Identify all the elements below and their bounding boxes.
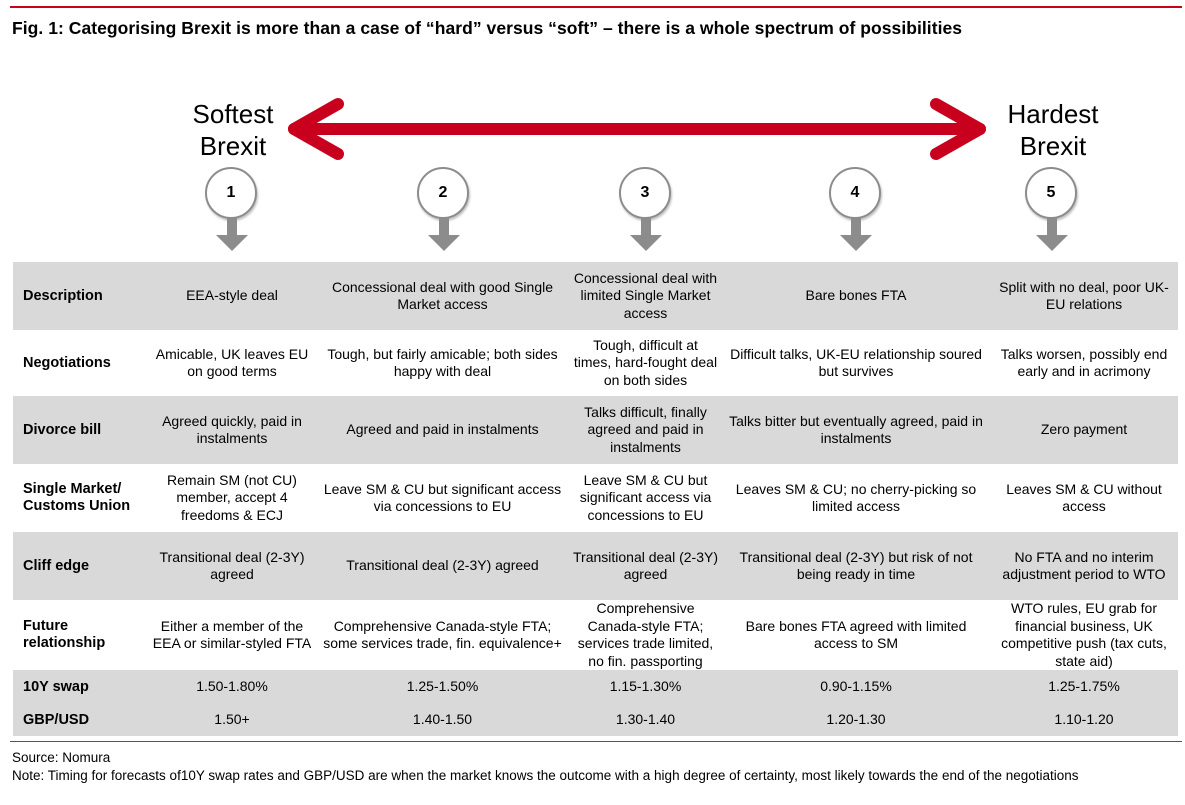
table-cell: Comprehensive Canada-style FTA; some services trade, fin. equivalence+ (316, 600, 569, 670)
table-cell: 1.20-1.30 (722, 704, 990, 736)
scenario-number: 1 (205, 167, 257, 219)
table-cell: Tough, difficult at times, hard-fought deal on both sides (569, 330, 722, 396)
table-cell: Leave SM & CU but significant access via concessions to EU (569, 464, 722, 532)
footnote: Note: Timing for forecasts of10Y swap rates and GBP/USD are when the market knows the outcome with a high degree of certainty, most likely towards the end of the negotiations (12, 768, 1079, 783)
table-row-10y-swap (13, 670, 1178, 704)
table-row-single-market (13, 464, 1178, 532)
table-cell: 0.90-1.15% (722, 670, 990, 704)
row-label: Description (13, 262, 148, 330)
table-cell: Transitional deal (2-3Y) but risk of not being ready in time (722, 532, 990, 600)
table-row-divorce-bill (13, 396, 1178, 464)
table-row-cliff-edge (13, 532, 1178, 600)
table-cell: 1.50+ (148, 704, 316, 736)
table-cell: Talks difficult, finally agreed and paid in instalments (569, 396, 722, 464)
source-note: Source: Nomura (12, 750, 111, 765)
softest-brexit-label: Softest Brexit (192, 99, 274, 161)
table-row-negotiations (13, 330, 1178, 396)
table-cell: Difficult talks, UK-EU relationship soured but survives (722, 330, 990, 396)
table-row-gbp-usd (13, 704, 1178, 736)
down-arrow-icon (840, 217, 872, 253)
scenario-marker-1 (205, 167, 259, 221)
table-cell: WTO rules, EU grab for financial business, UK competitive push (tax cuts, state aid) (990, 600, 1178, 670)
table-cell: Concessional deal with limited Single Market access (569, 262, 722, 330)
down-arrow-icon (1036, 217, 1068, 253)
table-cell: EEA-style deal (148, 262, 316, 330)
row-label: Negotiations (13, 330, 148, 396)
table-cell: 1.50-1.80% (148, 670, 316, 704)
row-label: GBP/USD (13, 704, 148, 736)
table-cell: Leaves SM & CU without access (990, 464, 1178, 532)
table-cell: Transitional deal (2-3Y) agreed (569, 532, 722, 600)
table-cell: Remain SM (not CU) member, accept 4 freedoms & ECJ (148, 464, 316, 532)
brexit-scenario-table (13, 262, 1178, 736)
table-cell: Transitional deal (2-3Y) agreed (148, 532, 316, 600)
table-cell: 1.40-1.50 (316, 704, 569, 736)
table-cell: Talks worsen, possibly end early and in acrimony (990, 330, 1178, 396)
scenario-marker-3 (619, 167, 673, 221)
table-cell: 1.10-1.20 (990, 704, 1178, 736)
figure-title: Fig. 1: Categorising Brexit is more than a case of “hard” versus “soft” – there is a whole spectrum of possibilities (12, 18, 963, 38)
down-arrow-icon (428, 217, 460, 253)
scenario-number: 5 (1025, 167, 1077, 219)
table-row-description (13, 262, 1178, 330)
table-cell: Concessional deal with good Single Market access (316, 262, 569, 330)
spectrum-double-arrow-icon (280, 96, 995, 166)
down-arrow-icon (216, 217, 248, 253)
table-cell: Leave SM & CU but significant access via concessions to EU (316, 464, 569, 532)
table-cell: Agreed and paid in instalments (316, 396, 569, 464)
row-label: Single Market/ Customs Union (13, 464, 148, 532)
bottom-rule (10, 741, 1182, 742)
table-cell: Leaves SM & CU; no cherry-picking so limited access (722, 464, 990, 532)
row-label: Cliff edge (13, 532, 148, 600)
table-cell: Split with no deal, poor UK-EU relations (990, 262, 1178, 330)
row-label: 10Y swap (13, 670, 148, 704)
table-cell: No FTA and no interim adjustment period to WTO (990, 532, 1178, 600)
table-cell: Either a member of the EEA or similar-styled FTA (148, 600, 316, 670)
table-cell: 1.25-1.50% (316, 670, 569, 704)
scenario-marker-5 (1025, 167, 1079, 221)
top-rule (10, 6, 1182, 8)
table-cell: Bare bones FTA agreed with limited access to SM (722, 600, 990, 670)
hardest-brexit-label: Hardest Brexit (1007, 99, 1099, 161)
table-cell: Agreed quickly, paid in instalments (148, 396, 316, 464)
scenario-number: 4 (829, 167, 881, 219)
table-row-future-relationship (13, 600, 1178, 670)
row-label: Future relationship (13, 600, 148, 670)
scenario-marker-2 (417, 167, 471, 221)
down-arrow-icon (630, 217, 662, 253)
table-cell: 1.15-1.30% (569, 670, 722, 704)
table-cell: Amicable, UK leaves EU on good terms (148, 330, 316, 396)
table-cell: Comprehensive Canada-style FTA; services trade limited, no fin. passporting (569, 600, 722, 670)
table-cell: 1.30-1.40 (569, 704, 722, 736)
row-label: Divorce bill (13, 396, 148, 464)
table-cell: Zero payment (990, 396, 1178, 464)
scenario-number: 3 (619, 167, 671, 219)
table-cell: Transitional deal (2-3Y) agreed (316, 532, 569, 600)
table-cell: 1.25-1.75% (990, 670, 1178, 704)
scenario-marker-4 (829, 167, 883, 221)
scenario-number: 2 (417, 167, 469, 219)
table-cell: Tough, but fairly amicable; both sides happy with deal (316, 330, 569, 396)
table-cell: Bare bones FTA (722, 262, 990, 330)
table-cell: Talks bitter but eventually agreed, paid in instalments (722, 396, 990, 464)
